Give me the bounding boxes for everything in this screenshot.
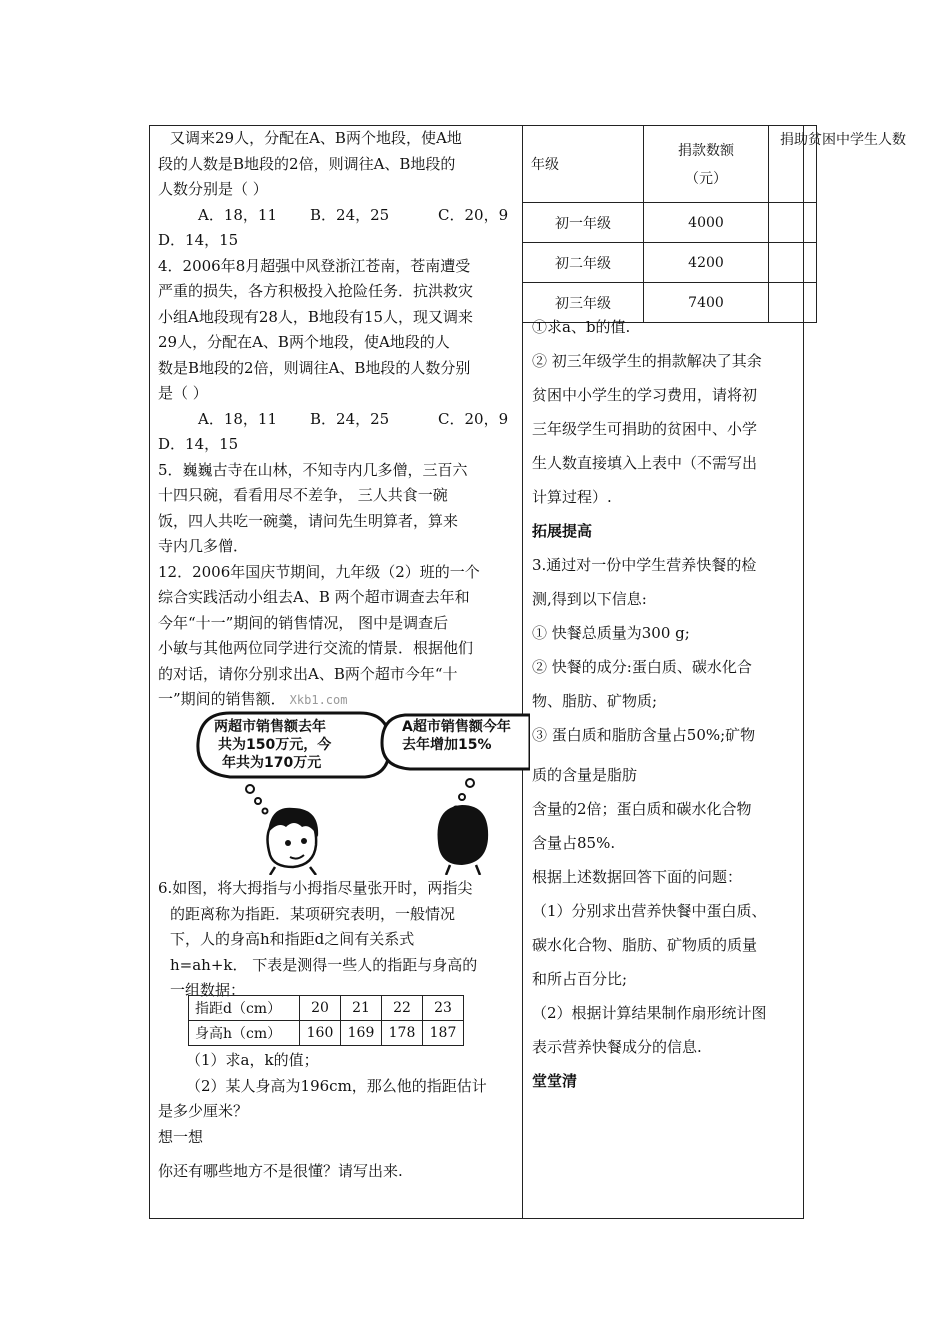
q6-line: 6.如图，将大拇指与小拇指尽量张开时，两指尖 [158, 879, 473, 897]
table-cell: 169 [341, 1021, 382, 1046]
watermark: Xkb1.com [289, 693, 348, 707]
table-row [189, 1021, 464, 1046]
girl-figure [438, 805, 489, 875]
q4-line: 是（ ） [158, 384, 208, 402]
q6-line: 下，人的身高h和指距d之间有关系式 [170, 930, 415, 948]
q3-line: 测,得到以下信息: [532, 590, 647, 608]
q3-line: 3.通过对一份中学生营养快餐的检 [532, 556, 757, 574]
amount-cell: 4000 [644, 203, 769, 243]
amount-cell: 7400 [644, 283, 769, 323]
q6-line: 一组数据： [170, 981, 246, 999]
header-grade: 年级 [523, 126, 644, 203]
bubble-right-line: A超市销售额今年 [402, 719, 511, 735]
right-column [532, 314, 800, 1098]
table-cell: 23 [423, 996, 464, 1021]
q6-line: h=ah+k． 下表是测得一些人的指距与身高的 [170, 955, 478, 974]
section-clear-title: 堂堂清 [532, 1072, 578, 1090]
info-1: ① 快餐总质量为300 g; [532, 624, 690, 642]
q6-sub2: （2）某人身高为196cm，那么他的指距估计 [186, 1076, 487, 1095]
bubble-right-text [402, 718, 511, 754]
q-b-line: 计算过程）. [532, 488, 612, 506]
q-a: ①求a、b的值. [532, 318, 631, 336]
q12-last: 一”期间的销售额． [158, 690, 286, 708]
q5-line: 寺内几多僧． [158, 537, 249, 555]
section-extend-title: 拓展提高 [532, 522, 593, 540]
info-3-line: 质的含量是脂肪 [532, 766, 638, 784]
grade-cell: 初二年级 [523, 243, 644, 283]
option-a: A．18，11 [198, 205, 278, 224]
grade-cell: 初一年级 [523, 203, 644, 243]
q3-line: 又调来29人，分配在A、B两个地段，使A地 [170, 129, 462, 147]
left-column-lower [158, 876, 516, 1004]
table-row [523, 243, 817, 283]
header-amount [644, 126, 769, 203]
option-d: D．14，15 [158, 231, 239, 249]
bubble-dot [466, 779, 474, 787]
table-cell: 187 [423, 1021, 464, 1046]
info-2-line: ② 快餐的成分:蛋白质、碳水化合 [532, 658, 752, 676]
header-students: 捐助贫困中学生人数 [780, 132, 906, 148]
header-amount-line: 捐款数额 [678, 143, 734, 159]
bubble-dot [246, 785, 254, 793]
q6-line: 的距离称为指距．某项研究表明，一般情况 [170, 904, 456, 923]
q-b-line: 三年级学生可捐助的贫困中、小学 [532, 420, 758, 438]
think-text: 你还有哪些地方不是很懂？请写出来. [158, 1162, 403, 1180]
q4-line: 数是B地段的2倍，则调往A、B地段的人数分别 [158, 358, 471, 377]
think-title: 想一想 [158, 1127, 204, 1146]
bubble-left-line: 共为150万元，今 [218, 737, 332, 753]
q12-line: 小敏与其他两位同学进行交流的情景．根据他们 [158, 639, 474, 657]
bubble-left-line: 两超市销售额去年 [214, 719, 326, 735]
measurement-table [188, 995, 464, 1046]
q12-line: 的对话，请你分别求出A、B两个超市今年“十 [158, 664, 458, 683]
table-row [523, 203, 817, 243]
amount-cell: 4200 [644, 243, 769, 283]
left-column-bottom [158, 1048, 516, 1185]
table-cell: 20 [300, 996, 341, 1021]
ask-text: 根据上述数据回答下面的问题： [532, 868, 743, 886]
header-amount-unit: （元） [685, 171, 727, 187]
students-cell [769, 243, 817, 283]
grade-cell: 初三年级 [523, 283, 644, 323]
table-row-label: 身高h（cm） [189, 1021, 300, 1046]
info-2-line: 物、脂肪、矿物质; [532, 692, 658, 710]
q4-line: 严重的损失，各方积极投入抢险任务．抗洪救灾 [158, 282, 474, 300]
students-cell [769, 203, 817, 243]
sub1-line: （1）分别求出营养快餐中蛋白质、 [532, 902, 767, 920]
q-b-line: ② 初三年级学生的捐款解决了其余 [532, 352, 762, 370]
option-a: A．18，11 [198, 409, 278, 428]
q4-line: 4．2006年8月超强中风登浙江苍南，苍南遭受 [158, 256, 471, 275]
extend-section [532, 514, 800, 1098]
table-cell: 160 [300, 1021, 341, 1046]
q3-line: 人数分别是（ ） [158, 180, 268, 198]
bubble-right-line: 去年增加15% [402, 737, 492, 753]
q3-options [158, 203, 516, 229]
table-cell: 178 [382, 1021, 423, 1046]
table-cell: 22 [382, 996, 423, 1021]
boy-figure [268, 808, 319, 875]
q6-sub1: （1）求a，k的值； [186, 1051, 319, 1069]
sub2-line: 表示营养快餐成分的信息. [532, 1038, 702, 1056]
option-c: C．20，9 [438, 409, 509, 428]
q12-line: 综合实践活动小组去A、B 两个超市调查去年和 [158, 588, 470, 606]
table-header-row [523, 126, 817, 203]
donation-table [522, 125, 817, 323]
q6-sub2-cont: 是多少厘米？ [158, 1102, 249, 1120]
table-row [189, 996, 464, 1021]
q5-line: 十四只碗，看看用尽不差争， 三人共食一碗 [158, 486, 448, 504]
q4-line: 29人，分配在A、B两个地段，使A地段的人 [158, 333, 450, 351]
info-3-line: ③ 蛋白质和脂肪含量占50%;矿物 [532, 726, 756, 744]
bubble-dot [459, 794, 465, 800]
option-b: B．24，25 [310, 205, 390, 224]
left-column [158, 126, 516, 714]
sub1-line: 碳水化合物、脂肪、矿物质的质量 [532, 936, 758, 954]
q-b-line: 生人数直接填入上表中（不需写出 [532, 454, 758, 472]
q5-line: 饭，四人共吃一碗羹，请问先生明算者，算来 [158, 511, 459, 530]
option-c: C．20，9 [438, 205, 509, 224]
bubble-left-text [214, 718, 331, 772]
info-3-cont: 含量占85%. [532, 834, 616, 852]
table-cell: 21 [341, 996, 382, 1021]
q12-line: 今年“十一”期间的销售情况， 图中是调查后 [158, 613, 449, 632]
q5-line: 5．巍巍古寺在山林，不知寺内几多僧，三百六 [158, 460, 468, 479]
q-b-line: 贫困中小学生的学习费用，请将初 [532, 386, 758, 404]
q-b [532, 344, 800, 514]
table-row-label: 指距d（cm） [189, 996, 300, 1021]
info-3-cont: 含量的2倍；蛋白质和碳水化合物 [532, 800, 752, 818]
bubble-dot [263, 809, 268, 814]
bubble-dot [255, 798, 261, 804]
option-d: D．14，15 [158, 435, 239, 453]
sub2-line: （2）根据计算结果制作扇形统计图 [532, 1004, 767, 1022]
option-b: B．24，25 [310, 409, 390, 428]
q3-line: 段的人数是B地段的2倍，则调往A、B地段的 [158, 154, 456, 173]
q4-line: 小组A地段现有28人，B地段有15人，现又调来 [158, 307, 474, 326]
sub1-line: 和所占百分比; [532, 970, 628, 988]
q4-options [158, 407, 516, 433]
q12-line: 12．2006年国庆节期间，九年级（2）班的一个 [158, 562, 480, 581]
bubble-left-line: 年共为170万元 [222, 755, 322, 771]
